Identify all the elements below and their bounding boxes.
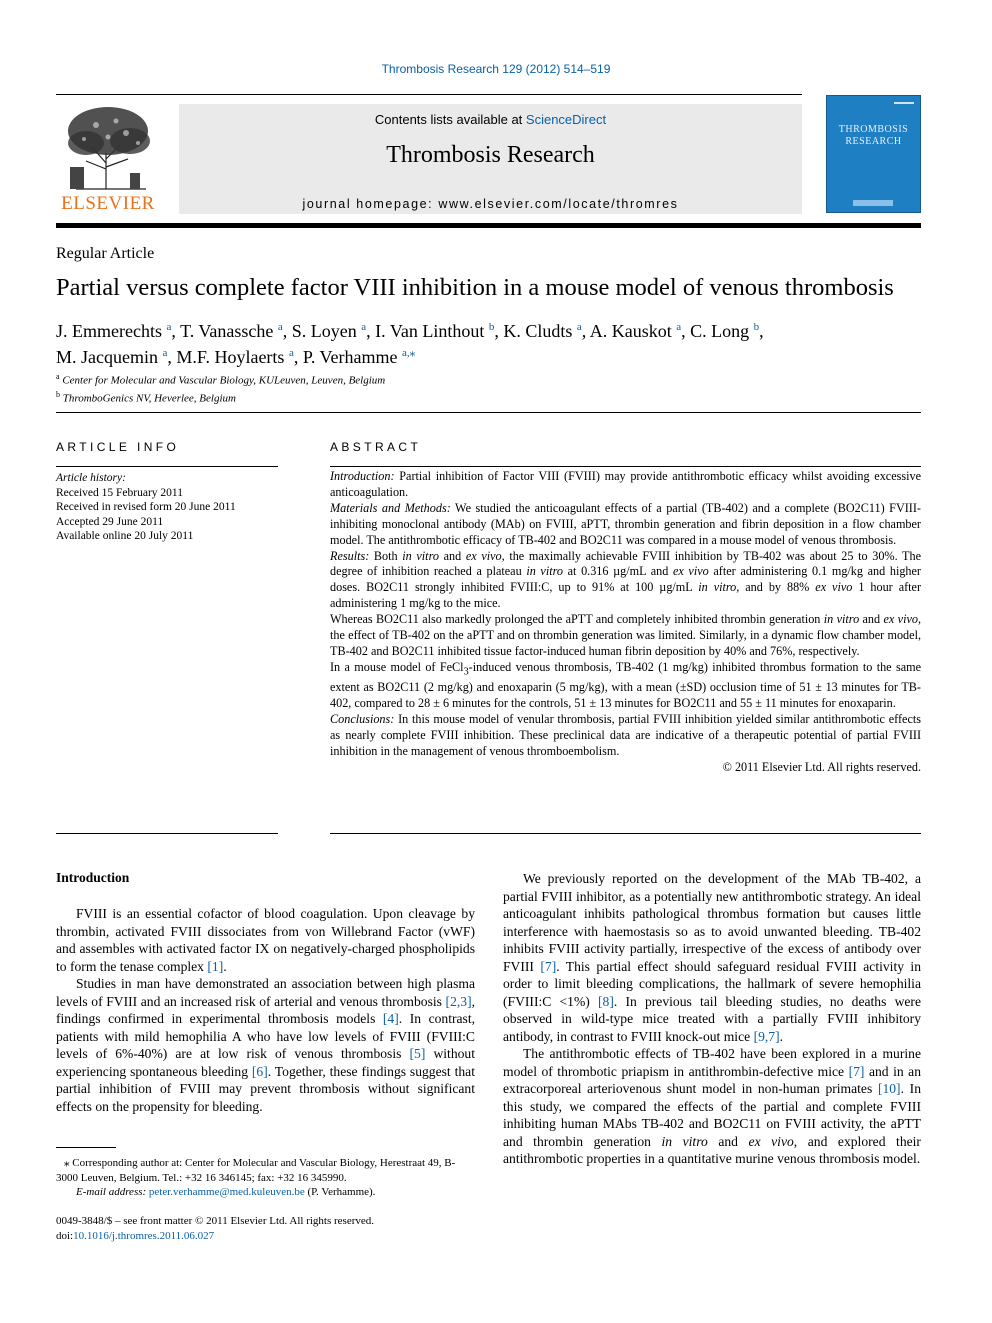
citation-link[interactable]: [5] — [409, 1046, 426, 1061]
author-name[interactable]: P. Verhamme — [302, 347, 398, 367]
author-name[interactable]: M. Jacquemin — [56, 347, 158, 367]
history-item: Received 15 February 2011 — [56, 486, 183, 499]
abstract-body — [330, 469, 921, 776]
author-affiliation-marker[interactable]: a — [288, 347, 294, 359]
author-affiliation-marker[interactable]: a,⁎ — [402, 347, 416, 359]
history-item: Available online 20 July 2011 — [56, 530, 194, 542]
abstract-introduction: Introduction: Partial inhibition of Factor VIII (FVIII) may provide antithrombotic efficacy whilst avoiding excessive anticoagulation. — [330, 469, 921, 499]
cover-title: THROMBOSIS RESEARCH — [838, 124, 909, 147]
author-affiliation-marker[interactable]: a — [162, 347, 168, 359]
affiliation: $^a$ Center for Molecular and Vascular Biology, KULeuven, Leuven, Belgium — [56, 372, 386, 387]
body-paragraph: FVIII is an essential cofactor of blood coagulation. Upon cleavage by thrombin, activated FVIII dissociates from von Willebrand Factor (vWF) and assembles with activated factor IX on negatively-charged phospholipids to form the tenase complex [1]. — [56, 906, 475, 974]
journal-citation[interactable]: Thrombosis Research 129 (2012) 514–519 — [381, 62, 611, 76]
article-history — [56, 471, 236, 544]
abstract-copyright: © 2011 Elsevier Ltd. All rights reserved. — [722, 759, 921, 774]
affiliation: $^b$ ThromboGenics NV, Heverlee, Belgium — [56, 389, 236, 405]
author-affiliation-marker[interactable]: a — [361, 321, 367, 333]
citation-link[interactable]: [6] — [251, 1063, 268, 1079]
author-name[interactable]: A. Kauskot — [589, 321, 672, 341]
body-column-right — [503, 870, 921, 1168]
journal-homepage[interactable]: journal homepage: www.elsevier.com/locate/thromres — [302, 197, 679, 211]
sciencedirect-link[interactable]: ScienceDirect — [525, 112, 607, 127]
author-list: J. Emmerechts $^a$, T. Vanassche $^a$, S. Loyen $^a$, I. Van Linthout $^b$, K. Cludts $^a$, A. Kauskot $^a$, C. Long $^b$, M. Jacquemin $^a$, M.F. Hoylaerts $^a$, P. Verhamme $^{a,⁎}$ — [56, 321, 764, 367]
journal-cover-thumbnail[interactable] — [826, 95, 921, 213]
body-paragraph: Studies in man have demonstrated an association between high plasma levels of FVIII and an increased risk of arterial and venous thrombosis [2,3], findings confirmed in experimental thrombosis models [4]. In contrast, patients with mild hemophilia A who have low levels of FVIII (FVIII:C levels of 6%-40%) are at low risk of venous thrombosis [5] without experiencing spontaneous bleeding [6]. Together, these findings suggest that partial inhibition of FVIII may prevent thrombosis without significant effects on the propensity for bleeding. — [56, 976, 476, 1114]
citation-link[interactable]: [4] — [382, 1011, 399, 1026]
elsevier-tree-icon — [56, 103, 160, 191]
abstract-bottom-rule — [330, 833, 921, 834]
citation-link[interactable]: [2,3] — [445, 993, 472, 1009]
author-affiliation-marker[interactable]: a — [166, 321, 172, 333]
abstract-methods: Materials and Methods: We studied the anticoagulant effects of a partial (TB-402) and a complete (BO2C11) FVIII-inhibiting monoclonal antibody (MAb) on FVIII, aPTT, thrombin generation and fibrin deposition in a flow chamber model. The antithrombotic efficacy of TB-402 and BO2C11 was compared in a mouse model of venous thrombosis. — [330, 500, 921, 547]
issn-doi: 0049-3848/$ – see front matter © 2011 Elsevier Ltd. All rights reserved. doi:10.1016/j.thromres.2011.06.027 — [56, 1215, 375, 1242]
affiliations — [56, 370, 385, 405]
body-column-left — [56, 905, 475, 1115]
citation-link[interactable]: [10] — [877, 1081, 901, 1096]
author-affiliation-marker[interactable]: b — [753, 321, 760, 333]
abstract-rule — [330, 466, 921, 467]
journal-name: Thrombosis Research — [386, 142, 595, 168]
article-type: Regular Article — [56, 245, 155, 262]
doi-link[interactable]: 10.1016/j.thromres.2011.06.027 — [73, 1229, 215, 1242]
abstract-results-2: Whereas BO2C11 also markedly prolonged the aPTT and completely inhibited thrombin generation in vitro and ex vivo, the effect of TB-402 on the aPTT and on thrombin generation was limited. Similarly, in a dynamic flow chamber model, TB-402 and BO2C11 inhibited tissue factor-induced human fibrin deposition by 40% and 76%, respectively. — [330, 612, 922, 658]
citation-link[interactable]: [9,7] — [753, 1028, 780, 1044]
author-affiliation-marker[interactable]: a — [576, 321, 582, 333]
author-name[interactable]: S. Loyen — [291, 321, 357, 341]
author-affiliation-marker[interactable]: a — [277, 321, 283, 333]
frontmatter-rule — [56, 412, 921, 413]
history-label: Article history: — [56, 472, 126, 484]
history-list — [56, 486, 236, 544]
citation-link[interactable]: [8] — [598, 993, 614, 1009]
header-thick-rule — [56, 223, 921, 228]
corresponding-author-footnote: ⁎ Corresponding author at: Center for Molecular and Vascular Biology, Herestraat 49, B-3000 Leuven, Belgium. Tel.: +32 16 346145; fax: +32 16 345990. E-mail address: peter.verhamme@med.kuleuven.be (P. Verhamme). — [56, 1157, 456, 1198]
cover-decoration — [894, 102, 914, 104]
abstract-results-3: In a mouse model of FeCl$_3$-induced venous thrombosis, TB-402 (1 mg/kg) inhibited thrombus formation to the same extent as BO2C11 (2 mg/kg) and enoxaparin (5 mg/kg), with a mean (±SD) occlusion time of 51 ± 13 minutes for TB-402, compared to 28 ± 6 minutes for the controls, 51 ± 13 minutes for BO2C11 and 55 ± 11 minutes for enoxaparin. — [330, 659, 921, 711]
author-name[interactable]: M.F. Hoylaerts — [176, 347, 285, 367]
cover-decoration — [853, 200, 893, 206]
footnote-rule — [56, 1147, 116, 1148]
citation-link[interactable]: [1] — [207, 958, 224, 974]
history-item: Accepted 29 June 2011 — [56, 515, 164, 528]
publisher-name: ELSEVIER — [61, 193, 155, 214]
abstract-results: Results: Both in vitro and ex vivo, the maximally achievable FVIII inhibition by TB-402 was about 25 to 30%. The degree of inhibition reached a plateau in vitro at 0.316 µg/mL and ex vivo after administering 0.1 mg/kg and higher doses. BO2C11 strongly inhibited FVIII:C, up to 91% at 100 µg/mL in vitro, and by 88% ex vivo 1 hour after administering 1 mg/kg to the mice. — [330, 548, 922, 611]
email-link[interactable]: peter.verhamme@med.kuleuven.be — [148, 1186, 305, 1198]
article-info-rule — [56, 466, 278, 467]
author-name[interactable]: T. Vanassche — [180, 321, 274, 341]
section-heading-introduction: Introduction — [56, 870, 130, 885]
header-rule — [56, 94, 802, 95]
article-info-heading: ARTICLE INFO — [56, 440, 180, 454]
author-name[interactable]: J. Emmerechts — [56, 321, 162, 341]
history-item: Received in revised form 20 June 2011 — [56, 501, 236, 513]
article-title: Partial versus complete factor VIII inhibition in a mouse model of venous thrombosis — [56, 274, 894, 301]
author-affiliation-marker[interactable]: b — [488, 321, 495, 333]
citation-link[interactable]: [7] — [540, 958, 557, 974]
author-name[interactable]: C. Long — [690, 321, 750, 341]
body-paragraph: We previously reported on the development of the MAb TB-402, a partial FVIII inhibitor, as a potentially new antithrombotic strategy. An ideal anticoagulant inhibits pathological thrombus formation but causes little interference with haemostasis so as to avoid unwanted bleeding. TB-402 inhibits FVIII activity partially, irrespective of the excess of antibody over FVIII [7]. This partial effect should safeguard residual FVIII activity in order to limit bleeding complications, the hallmark of severe hemophilia (FVIII:C <1%) [8]. In previous tail bleeding studies, no deaths were observed in wild-type mice treated with a partially FVIII inhibitory antibody, in contrast to FVIII knock-out mice [9,7]. — [503, 871, 922, 1044]
citation-link[interactable]: [7] — [848, 1063, 865, 1079]
body-paragraph: The antithrombotic effects of TB-402 have been explored in a murine model of thrombotic priapism in antithrombin-defective mice [7] and in an extracorporeal arteriovenous shunt model in non-human primates [10]. In this study, we compared the effects of the partial and complete FVIII inhibiting human MAbs TB-402 and BO2C11 on FVIII activity, the aPTT and thrombin generation in vitro and ex vivo, and explored their antithrombotic properties in a quantitative murine venous thrombosis model. — [503, 1046, 921, 1166]
article-info-bottom-rule — [56, 833, 278, 834]
author-affiliation-marker[interactable]: a — [676, 321, 682, 333]
contents-line: Contents lists available at ScienceDirect — [374, 112, 607, 127]
abstract-conclusions: Conclusions: In this mouse model of venular thrombosis, partial FVIII inhibition yielded similar antithrombotic effects as nearly complete FVIII inhibition. These preclinical data are indicative of a therapeutic potential of partial FVIII inhibition in the management of venous thromboembolism. — [330, 712, 921, 758]
journal-banner — [179, 104, 802, 214]
author-name[interactable]: I. Van Linthout — [375, 321, 485, 341]
abstract-heading: ABSTRACT — [330, 440, 422, 454]
elsevier-logo[interactable] — [56, 103, 160, 215]
author-name[interactable]: K. Cludts — [503, 321, 573, 341]
